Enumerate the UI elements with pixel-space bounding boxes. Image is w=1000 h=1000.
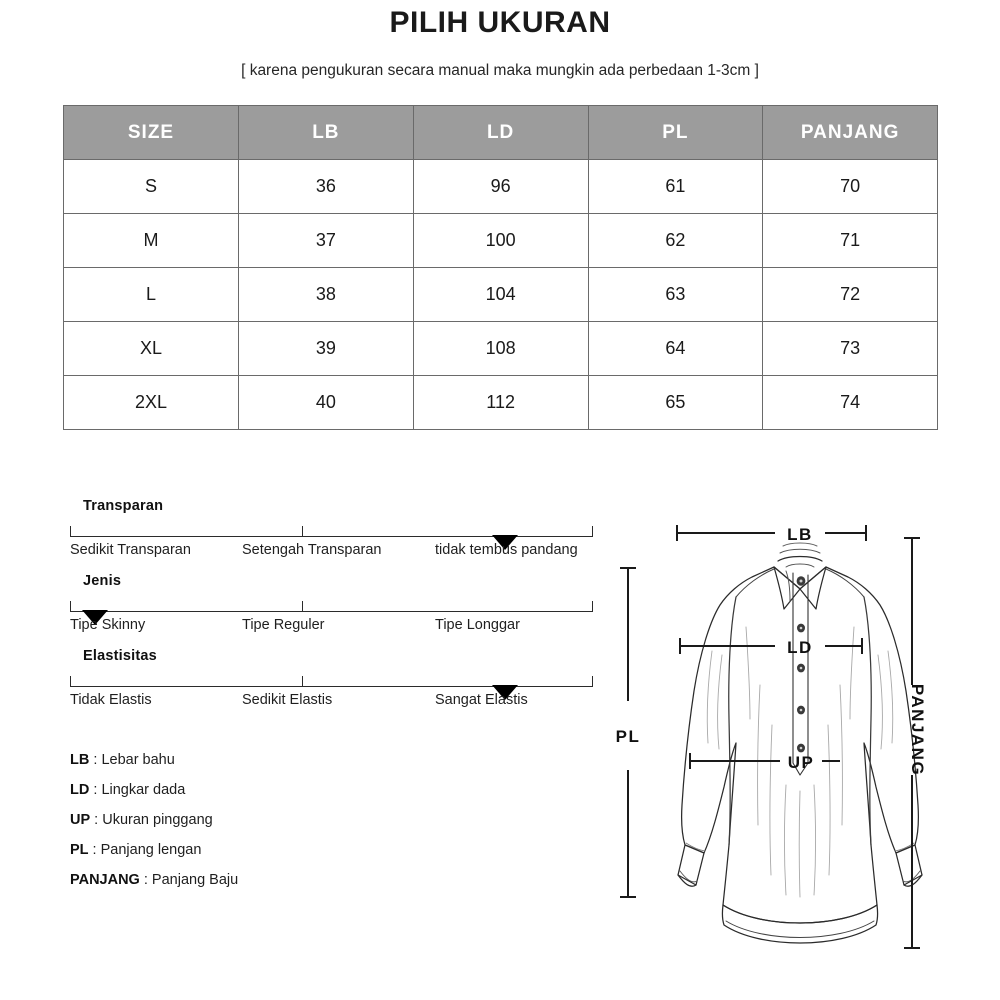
cell-panjang: 74 (763, 376, 938, 430)
axis-tick-right (592, 601, 593, 612)
legend-value: Ukuran pinggang (102, 812, 213, 828)
cell-size: L (64, 268, 239, 322)
legend-separator: : (139, 872, 152, 888)
cell-pl: 65 (588, 376, 763, 430)
legend-value: Lingkar dada (101, 782, 186, 798)
cell-ld: 100 (413, 214, 588, 268)
scale-elastisitas (70, 648, 595, 723)
axis-tick-left (70, 526, 71, 537)
axis-tick-left (70, 601, 71, 612)
cell-pl: 62 (588, 214, 763, 268)
size-chart-table (63, 105, 938, 430)
axis-tick-right (592, 676, 593, 687)
dimension-label-pl: PL (615, 727, 641, 746)
cell-size: 2XL (64, 376, 239, 430)
scale-labels-elastisitas (70, 692, 598, 712)
cell-ld: 96 (413, 160, 588, 214)
cell-ld: 104 (413, 268, 588, 322)
column-header-lb: LB (239, 106, 414, 160)
column-header-ld: LD (413, 106, 588, 160)
axis-tick-mid (302, 601, 303, 612)
legend-item-ld (70, 782, 470, 812)
legend-separator: : (88, 842, 101, 858)
garment-diagram (600, 505, 1000, 975)
scale-label-low: Sedikit Transparan (70, 542, 191, 558)
scale-label-high: Sangat Elastis (435, 692, 528, 708)
legend-item-up (70, 812, 470, 842)
table-row (64, 322, 938, 376)
page-subtitle: [ karena pengukuran secara manual maka mungkin ada perbedaan 1-3cm ] (241, 62, 759, 79)
legend-separator: : (89, 782, 102, 798)
scale-heading-transparan: Transparan (83, 498, 164, 514)
scale-labels-jenis (70, 617, 598, 637)
table-row (64, 376, 938, 430)
dimension-label-panjang: PANJANG (908, 683, 927, 777)
dimension-label-ld: LD (787, 638, 813, 657)
scale-heading-elastisitas: Elastisitas (83, 648, 157, 664)
column-header-panjang: PANJANG (763, 106, 938, 160)
legend-item-lb (70, 752, 470, 782)
cell-panjang: 73 (763, 322, 938, 376)
legend-key: UP (70, 812, 91, 828)
axis-tick-mid (302, 526, 303, 537)
cell-pl: 64 (588, 322, 763, 376)
cell-pl: 61 (588, 160, 763, 214)
legend-key: LD (70, 782, 90, 798)
legend-value: Lebar bahu (101, 752, 175, 768)
dimension-label-lb: LB (787, 525, 813, 544)
property-scales (70, 498, 595, 723)
legend-item-panjang (70, 872, 470, 902)
legend-separator: : (89, 752, 102, 768)
legend-key: PL (70, 842, 89, 858)
scale-label-low: Tidak Elastis (70, 692, 152, 708)
legend-item-pl (70, 842, 470, 872)
cell-panjang: 71 (763, 214, 938, 268)
cell-lb: 39 (239, 322, 414, 376)
cell-ld: 108 (413, 322, 588, 376)
axis-tick-left (70, 676, 71, 687)
scale-label-mid: Sedikit Elastis (242, 692, 333, 708)
scale-label-high: tidak tembus pandang (435, 542, 578, 558)
legend-value: Panjang Baju (151, 872, 239, 888)
axis-line (70, 611, 593, 612)
cell-lb: 40 (239, 376, 414, 430)
table-row (64, 268, 938, 322)
table-row (64, 160, 938, 214)
cell-lb: 36 (239, 160, 414, 214)
scale-labels-transparan (70, 542, 598, 562)
scale-axis-jenis (70, 600, 593, 614)
cell-lb: 38 (239, 268, 414, 322)
page-title: PILIH UKURAN (389, 6, 611, 39)
cell-size: M (64, 214, 239, 268)
scale-label-mid: Tipe Reguler (242, 617, 325, 633)
axis-tick-right (592, 526, 593, 537)
cell-panjang: 70 (763, 160, 938, 214)
measurement-legend (70, 752, 470, 902)
cell-size: S (64, 160, 239, 214)
column-header-pl: PL (588, 106, 763, 160)
cell-lb: 37 (239, 214, 414, 268)
scale-jenis (70, 573, 595, 648)
dimension-label-up: UP (787, 753, 815, 772)
cell-ld: 112 (413, 376, 588, 430)
scale-transparan (70, 498, 595, 573)
legend-value: Panjang lengan (100, 842, 202, 858)
legend-separator: : (90, 812, 103, 828)
scale-axis-transparan (70, 525, 593, 539)
table-row (64, 214, 938, 268)
cell-size: XL (64, 322, 239, 376)
legend-key: PANJANG (70, 872, 140, 888)
scale-label-mid: Setengah Transparan (242, 542, 382, 558)
legend-key: LB (70, 752, 90, 768)
column-header-size: SIZE (64, 106, 239, 160)
scale-axis-elastisitas (70, 675, 593, 689)
scale-label-low: Tipe Skinny (70, 617, 146, 633)
axis-tick-mid (302, 676, 303, 687)
scale-label-high: Tipe Longgar (435, 617, 520, 633)
table-header-row (64, 106, 938, 160)
cell-pl: 63 (588, 268, 763, 322)
shirt-illustration (678, 543, 922, 943)
cell-panjang: 72 (763, 268, 938, 322)
scale-heading-jenis: Jenis (83, 573, 122, 589)
